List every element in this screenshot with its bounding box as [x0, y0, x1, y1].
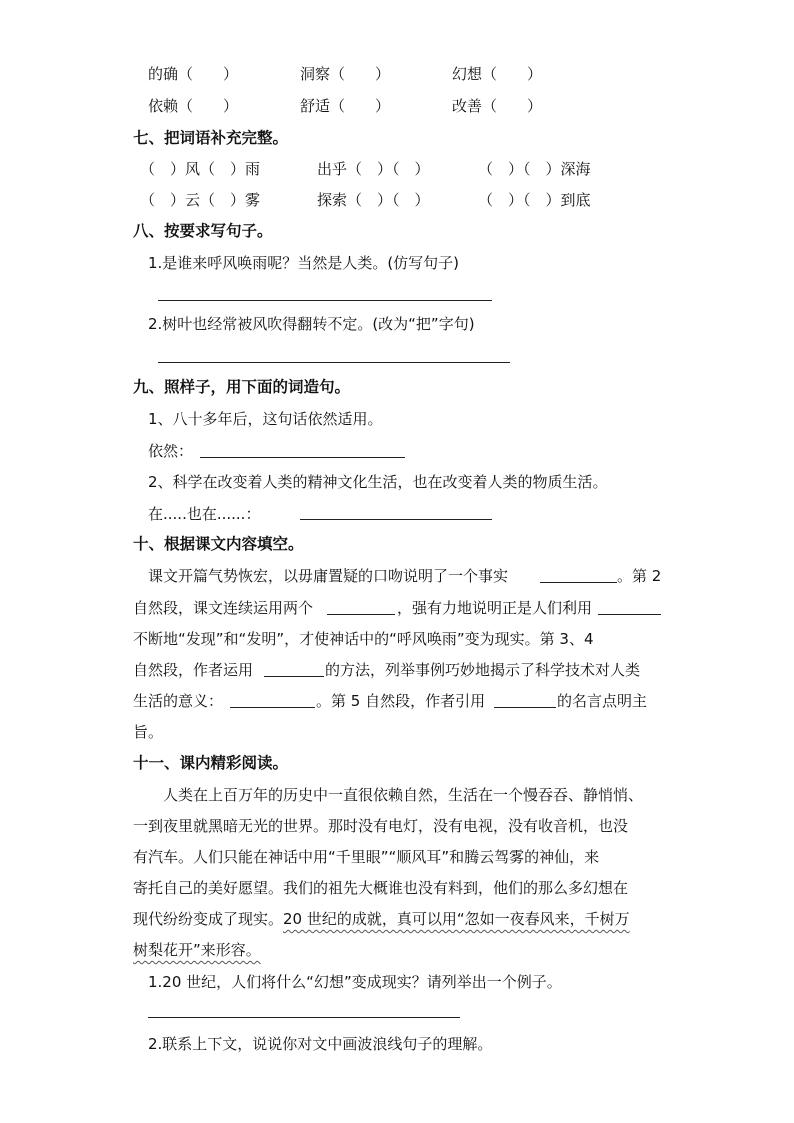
- fill-text: 不断地“发现”和“发明”，才使神话中的“呼风唤雨”变为现实。第 3、4: [133, 630, 594, 648]
- passage-text: 现代纷纷变成了现实。: [133, 910, 284, 928]
- question-text: 2.树叶也经常被风吹得翻转不定。(改为“把”字句): [148, 315, 475, 333]
- pinyin-item: 幻想（ ）: [452, 65, 543, 83]
- reading-passage-line: 寄托自己的美好愿望。我们的祖先大概谁也没有料到，他们的那么多幻想在: [133, 879, 629, 897]
- pinyin-item: 洞察（ ）: [300, 65, 391, 83]
- question-text: 1.20 世纪，人们将什么“幻想”变成现实？请列举出一个例子。: [148, 973, 562, 991]
- reading-passage-line: 人类在上百万年的历史中一直很依赖自然，生活在一个慢吞吞、静悄悄、: [163, 786, 644, 804]
- answer-line[interactable]: [148, 1017, 460, 1018]
- pinyin-item: 舒适（ ）: [300, 97, 391, 115]
- fill-blank[interactable]: [598, 614, 661, 615]
- word-prompt: 依然：: [148, 442, 194, 460]
- section-heading-8: 八、按要求写句子。: [133, 222, 273, 240]
- wavy-underlined-sentence: 树梨花开”来形容。: [133, 941, 261, 959]
- fill-blank[interactable]: [264, 676, 324, 677]
- fill-text: 自然段，课文连续运用两个: [133, 599, 314, 617]
- section-heading-9: 九、照样子，用下面的词造句。: [133, 378, 351, 396]
- fill-blank[interactable]: [540, 582, 617, 583]
- fill-blank[interactable]: [494, 707, 556, 708]
- question-text: 2.联系上下文，说说你对文中画波浪线句子的理解。: [148, 1035, 493, 1053]
- fill-text: ，强有力地说明正是人们利用: [397, 599, 593, 617]
- reading-passage-line: [133, 940, 261, 960]
- word-prompt: 在.....也在......：: [148, 505, 261, 523]
- example-sentence: 2、科学在改变着人类的精神文化生活，也在改变着人类的物质生活。: [148, 473, 608, 491]
- idiom-item: （ ）云（ ）雾: [140, 191, 261, 209]
- section-heading-11: 十一、课内精彩阅读。: [133, 754, 289, 772]
- example-sentence: 1、八十多年后，这句话依然适用。: [148, 410, 383, 428]
- idiom-item: （ ）风（ ）雨: [140, 160, 261, 178]
- reading-passage-line: 有汽车。人们只能在神话中用“千里眼”“顺风耳”和腾云驾雾的神仙，来: [133, 848, 600, 866]
- fill-text: 自然段，作者运用: [133, 661, 254, 679]
- answer-line[interactable]: [158, 300, 492, 301]
- fill-blank[interactable]: [327, 614, 395, 615]
- answer-line[interactable]: [158, 362, 510, 363]
- fill-blank[interactable]: [230, 707, 315, 708]
- pinyin-item: 依赖（ ）: [148, 97, 239, 115]
- pinyin-item: 的确（ ）: [148, 65, 239, 83]
- fill-text: 。第 5 自然段，作者引用: [316, 692, 486, 710]
- reading-passage-line: 一到夜里就黑暗无光的世界。那时没有电灯，没有电视，没有收音机，也没: [133, 817, 629, 835]
- idiom-item: 出乎（ ）（ ）: [317, 160, 430, 178]
- answer-line[interactable]: [300, 519, 492, 520]
- wavy-underlined-sentence: 20 世纪的成就，真可以用“忽如一夜春风来，千树万: [283, 910, 630, 928]
- idiom-item: 探索（ ）（ ）: [317, 191, 430, 209]
- section-heading-10: 十、根据课文内容填空。: [133, 535, 304, 553]
- answer-line[interactable]: [200, 457, 405, 458]
- question-text: 1.是谁来呼风唤雨呢？当然是人类。(仿写句子): [148, 254, 460, 272]
- idiom-item: （ ）（ ）到底: [478, 191, 591, 209]
- fill-text: 课文开篇气势恢宏，以毋庸置疑的口吻说明了一个事实: [148, 567, 509, 585]
- fill-text: 旨。: [133, 723, 164, 741]
- section-heading-7: 七、把词语补充完整。: [133, 129, 289, 147]
- idiom-item: （ ）（ ）深海: [478, 160, 591, 178]
- reading-passage-line: [133, 909, 630, 929]
- pinyin-item: 改善（ ）: [452, 97, 543, 115]
- fill-text: 的方法，列举事例巧妙地揭示了科学技术对人类: [325, 661, 641, 679]
- fill-text: 的名言点明主: [557, 692, 648, 710]
- fill-text: 生活的意义：: [133, 692, 224, 710]
- fill-text: 。第 2: [617, 567, 662, 585]
